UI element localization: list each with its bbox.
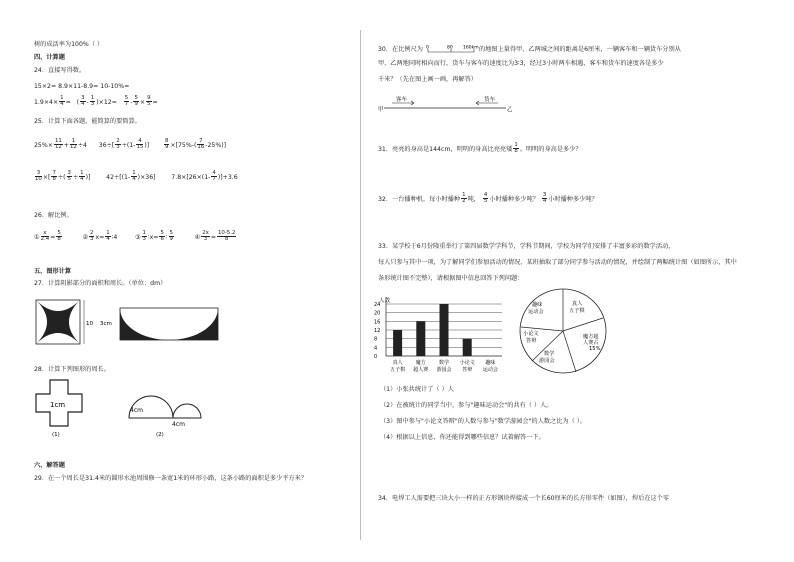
- question-28: 28．计算下列图形的周长。: [34, 366, 110, 373]
- q30-jia-label: 甲: [378, 107, 384, 113]
- q33-sub2: （2）在被统计的同学当中，参与"趣味运动会"的共有（ ）人。: [380, 402, 553, 409]
- q24-row2: 1.9×4× $\frac{1}{4}$ = ( $\frac{3}{4}$ - $\frac{1}{3}$ )×12= $\frac{5}{7}$ - $\frac{5}{9}$ × $\frac{9}{5}$ =: [34, 95, 158, 108]
- question-24: 24．直接写得数。: [34, 67, 86, 74]
- q24-row1: 15×2= 8.9×11-8.9= 10-10%=: [34, 83, 130, 90]
- pie-label-cube: 魔方超人赛占 15%: [583, 334, 601, 352]
- q30-diagram: [378, 94, 518, 114]
- q28-figures: [34, 378, 224, 440]
- q28-fig1-label: (1): [52, 432, 60, 438]
- chart-category-label-bottom: 五子棋: [390, 367, 406, 373]
- chart-ylabel: 人数: [379, 298, 391, 304]
- q28-arc-label2: 4cm: [172, 421, 185, 428]
- chart-category-label-top: 小论文: [459, 360, 475, 366]
- chart-ytick-label: 24: [374, 302, 381, 308]
- question-26: 26．解比例。: [34, 212, 73, 219]
- q33-sub4: （4）根据以上信息，你还能得到哪些信息？试着解答一下。: [380, 434, 545, 441]
- line-top: 树的成活率为100%（ ）: [34, 41, 104, 48]
- chart-ytick-label: 20: [374, 310, 381, 317]
- q27-side-label: 10: [86, 321, 93, 327]
- column-divider: [360, 30, 361, 540]
- q27-height-label: 3cm: [100, 321, 112, 327]
- chart-ytick-label: 12: [374, 328, 381, 334]
- question-31: 31．亮亮的身高是144cm，明明的身高比亮亮矮 $\frac{1}{8}$ 。明明的身高是多少？: [378, 142, 582, 155]
- q30-yi-label: 乙: [507, 107, 513, 113]
- chart-category-label-top: 数学: [438, 360, 450, 366]
- chart-category-label-bottom: 游园会: [436, 367, 452, 373]
- chart-bar: [463, 339, 472, 356]
- chart-category-label-top: 魔方: [415, 360, 426, 366]
- chart-category-label-bottom: 运动会: [482, 367, 498, 373]
- q33-line1: 33．某学校于6月份隆重举行了第四届数学学科节，学科节期间，学校为同学们安排了丰富多彩的数学活动，: [378, 243, 675, 250]
- q27-figures: [34, 298, 224, 350]
- chart-bar: [416, 321, 425, 356]
- pie-chart: [510, 283, 620, 381]
- chart-category-label-top: 真人: [392, 360, 403, 366]
- q30-truck-label: 货车: [484, 97, 496, 103]
- q30-bus-label: 客车: [396, 97, 408, 103]
- chart-bar: [440, 304, 449, 356]
- q26-row: ① $\frac{x}{2.4}$ = $\frac{5}{8}$ ② $\frac{2}{3}$ x= $\frac{1}{4}$ ∶4 ③ $\frac{1}{3}$ ∶x= $\frac{5}{6}$ ∶ $\frac{5}{9}$ ④ $\frac{2x}{3}$ = $\frac{10-5.2}{8}$: [34, 230, 236, 243]
- q30-scale-0: 0: [425, 45, 429, 51]
- q30-line3: 千米？（先在图上画一画，再解答）: [378, 76, 477, 83]
- q33-line3: 条形统计图不完整），请根据图中信息回答下列问题：: [378, 275, 524, 282]
- pie-label-fun-sports: 趣味运动会: [528, 302, 544, 315]
- q30-line2: 甲、乙两地同时相向而行，货车与客车的速度比为3∶3，经过3小时两车相遇，客车和货车的速度各是多少: [378, 60, 664, 67]
- q25-row1: 25%× $\frac{11}{12}$ + $\frac{1}{12}$ ÷4 36÷[ $\frac{2}{3}$ ÷(1- $\frac{4}{15}$ )] $\frac{8}{9}$ ×[75%-( $\frac{7}{16}$ -25%)]: [34, 138, 227, 151]
- bar-chart: [372, 295, 510, 381]
- pie-label-chess: 真人五子棋: [569, 301, 585, 314]
- q30-scale-160: 160km: [462, 45, 479, 51]
- question-32: 32．一台播种机，每小时播种 $\frac{1}{2}$ 吨， $\frac{4}{5}$ 小时播种多少吨？ $\frac{3}{4}$ 小时播种多少吨？: [378, 192, 598, 205]
- chart-ytick-label: 0: [374, 354, 378, 360]
- chart-ytick-label: 4: [374, 345, 378, 352]
- pie-label-essay: 小论文答辩: [523, 331, 539, 344]
- chart-ytick-label: 16: [374, 319, 381, 326]
- question-27: 27．计算阴影部分的面积和周长。（单位：dm）: [34, 280, 167, 287]
- q28-fig2-label: (2): [156, 432, 164, 438]
- q28-arc-label1: 4cm: [130, 407, 143, 414]
- chart-category-label-top: 趣味: [485, 360, 496, 366]
- q33-sub1: （1）小张共统计了（ ）人: [380, 386, 454, 393]
- section-4-heading: 四、计算题: [34, 54, 65, 61]
- q30-scale-80: 80: [446, 45, 453, 51]
- chart-bar: [393, 330, 402, 356]
- question-34: 34．电焊工人需要把三块大小一样的正方形钢块焊接成一个长60厘米的长方形零件（如图），焊后在这个零: [378, 495, 670, 502]
- chart-category-label-bottom: 超人赛: [413, 367, 429, 373]
- q30-line1: 30．在比例尺为 0 80 160km 的地图上量得甲、乙两城之间的距离是6厘米，一辆客车和一辆货车分别从: [378, 45, 681, 53]
- pie-label-math-fair: 数学游园会: [539, 351, 555, 364]
- section-5-heading: 五、图形计算: [34, 268, 72, 275]
- q25-row2: $\frac{3}{10}$ ×[ $\frac{7}{8}$ ÷( $\frac{3}{5}$ ÷ $\frac{1}{4}$ )] 42÷[(1- $\frac{1}{4}$ )×36] 7.8×[26×(1- $\frac{4}{7}$ )]+3.6: [35, 170, 238, 183]
- section-6-heading: 六、解答题: [34, 462, 65, 469]
- q33-sub3: （3）图中参与"小论文答辩"的人数与参与"数学游园会"的人数之比为（ ）。: [380, 418, 586, 425]
- chart-ytick-label: 8: [374, 336, 378, 343]
- q33-line2: 每人只参与其中一项，为了解同学们参加活动的情况，某班抽取了部分同学参与活动的情况，并绘制了两幅统计图（如图所示，其中: [378, 259, 737, 266]
- question-29: 29．在一个周长是31.4米的圆形水池周围修一条宽1米的环形小路，这条小路的面积是多少平方米？: [34, 475, 308, 482]
- q28-cross-label: 1cm: [50, 401, 66, 409]
- q30-scale-bar: [425, 44, 477, 54]
- chart-category-label-bottom: 答辩: [462, 367, 473, 373]
- question-25: 25．计算下面各题，能简算的要简算。: [34, 118, 141, 125]
